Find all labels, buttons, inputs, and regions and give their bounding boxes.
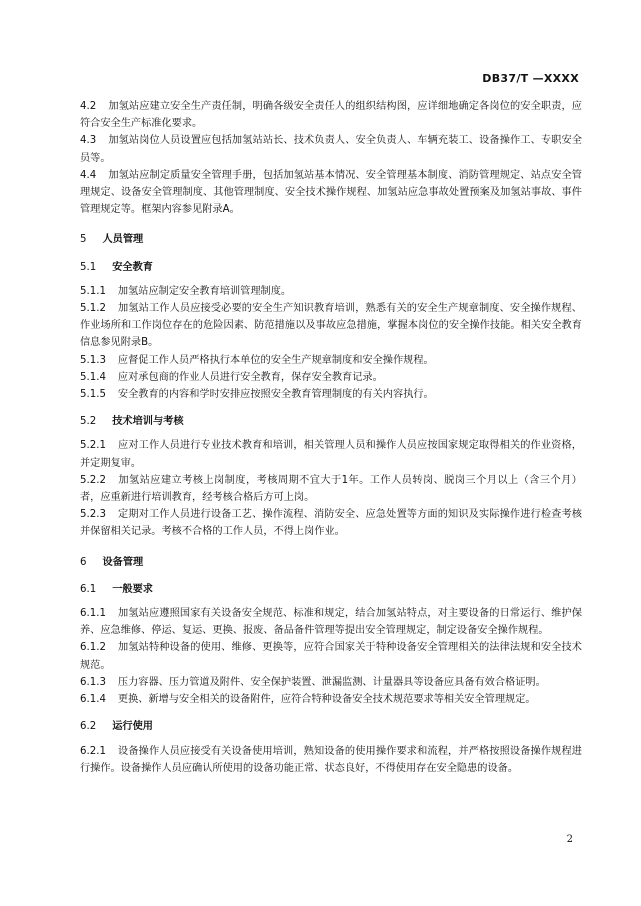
clause-number: 6.1.1 (80, 608, 106, 620)
clause-text: 加氢站岗位人员设置应包括加氢站站长、技术负责人、安全负责人、车辆充装工、设备操作工、专职安全员等。 (80, 135, 582, 164)
section-heading-6 (80, 554, 582, 571)
clause-number: 5.1 (80, 261, 97, 273)
clause-number: 4.2 (80, 101, 97, 112)
clause-number: 6.1.3 (80, 676, 106, 688)
clause-text: 加氢站应制定安全教育培训管理制度。 (117, 285, 292, 297)
clause-number: 6.2.1 (80, 745, 106, 757)
clause-text: 更换、新增与安全相关的设备附件，应符合特种设备安全技术规范要求等相关安全管理规定。 (117, 694, 536, 706)
clause-6-1-3 (80, 674, 582, 691)
clause-text: 一般要求 (112, 583, 153, 595)
clause-4-2 (80, 98, 582, 132)
clause-number: 6.1.2 (80, 642, 106, 654)
subsection-heading-5-1 (80, 259, 582, 276)
clause-number: 6.1 (80, 583, 97, 595)
clause-6-1-1 (80, 605, 582, 639)
subsection-heading-6-1 (80, 581, 582, 598)
clause-number: 4.4 (80, 169, 97, 181)
clause-text: 设备操作人员应接受有关设备使用培训，熟知设备的使用操作要求和流程，并严格按照设备操作规程进行操作。设备操作人员应确认所使用的设备功能正常、状态良好，不得使用存在安全隐患的设备。 (80, 745, 582, 774)
clause-text: 应督促工作人员严格执行本单位的安全生产规章制度和安全操作规程。 (117, 354, 434, 366)
clause-number: 5.1.3 (80, 354, 106, 366)
clause-text: 加氢站应建立安全生产责任制，明确各级安全责任人的组织结构图，应详细地确定各岗位的安全职责，应符合安全生产标准化要求。 (80, 101, 582, 130)
clause-number: 5.2.1 (80, 440, 106, 452)
clause-text: 技术培训与考核 (112, 416, 184, 428)
section-heading-5 (80, 231, 582, 248)
clause-number: 6 (80, 556, 87, 568)
subsection-heading-5-2 (80, 413, 582, 430)
clause-number: 5.1.5 (80, 389, 106, 401)
clause-4-4 (80, 167, 582, 219)
clause-number: 6.2 (80, 721, 97, 733)
clause-number: 5.2 (80, 416, 97, 428)
document-body (80, 98, 582, 777)
clause-5-1-1 (80, 283, 582, 300)
clause-text: 定期对工作人员进行设备工艺、操作流程、消防安全、应急处置等方面的知识及实际操作进行检查考核并保留相关记录。考核不合格的工作人员，不得上岗作业。 (80, 509, 582, 538)
clause-number: 5.2.2 (80, 474, 106, 486)
clause-5-1-5 (80, 386, 582, 403)
clause-6-1-4 (80, 691, 582, 708)
clause-5-1-2 (80, 300, 582, 352)
clause-text: 运行使用 (112, 721, 153, 733)
clause-number: 6.1.4 (80, 694, 106, 706)
clause-text: 应对承包商的作业人员进行安全教育，保存安全教育记录。 (117, 371, 383, 383)
clause-5-2-2 (80, 472, 582, 506)
clause-text: 加氢站应遵照国家有关设备安全规范、标准和规定，结合加氢站特点，对主要设备的日常运行、维护保养、应急维修、停运、复运、更换、报废、备品备件管理等提出安全管理规定，制定设备安全操作规程。 (80, 608, 582, 637)
standard-code: DB37/T —XXXX (482, 72, 579, 85)
clause-text: 加氢站特种设备的使用、维修、更换等，应符合国家关于特种设备安全管理相关的法律法规和安全技术规范。 (80, 642, 582, 671)
clause-number: 5.2.3 (80, 509, 106, 521)
clause-text: 安全教育 (112, 261, 153, 273)
page-number: 2 (566, 834, 573, 845)
clause-4-3 (80, 132, 582, 166)
clause-5-2-3 (80, 506, 582, 540)
clause-text: 加氢站工作人员应接受必要的安全生产知识教育培训，熟悉有关的安全生产规章制度、安全操作规程、作业场所和工作岗位存在的危险因素、防范措施以及事故应急措施，掌握本岗位的安全操作技能。相关安全教育信息参见附录B。 (80, 303, 582, 349)
clause-text: 安全教育的内容和学时安排应按照安全教育管理制度的有关内容执行。 (117, 389, 434, 401)
clause-5-1-4 (80, 369, 582, 386)
clause-text: 压力容器、压力管道及附件、安全保护装置、泄漏监测、计量器具等设备应具备有效合格证明。 (117, 676, 546, 688)
clause-number: 4.3 (80, 135, 97, 147)
clause-text: 人员管理 (102, 234, 144, 246)
clause-number: 5.1.1 (80, 285, 106, 297)
clause-6-2-1 (80, 743, 582, 777)
clause-number: 5.1.4 (80, 371, 106, 383)
clause-5-2-1 (80, 437, 582, 471)
clause-text: 加氢站应制定质量安全管理手册，包括加氢站基本情况、安全管理基本制度、消防管理规定、站点安全管理规定、设备安全管理制度、其他管理制度、安全技术操作规程、加氢站应急事故处置预案及加氢站事故、事件管理规定等。框架内容参见附录A。 (80, 169, 582, 216)
clause-number: 5 (80, 234, 87, 246)
subsection-heading-6-2 (80, 718, 582, 735)
clause-text: 设备管理 (102, 556, 144, 568)
clause-number: 5.1.2 (80, 303, 106, 315)
clause-5-1-3 (80, 352, 582, 369)
clause-6-1-2 (80, 639, 582, 673)
clause-text: 加氢站应建立考核上岗制度，考核周期不宜大于1年。工作人员转岗、脱岗三个月以上（含三个月）者，应重新进行培训教育，经考核合格后方可上岗。 (80, 474, 582, 504)
clause-text: 应对工作人员进行专业技术教育和培训，相关管理人员和操作人员应按国家规定取得相关的作业资格，并定期复审。 (80, 440, 582, 469)
